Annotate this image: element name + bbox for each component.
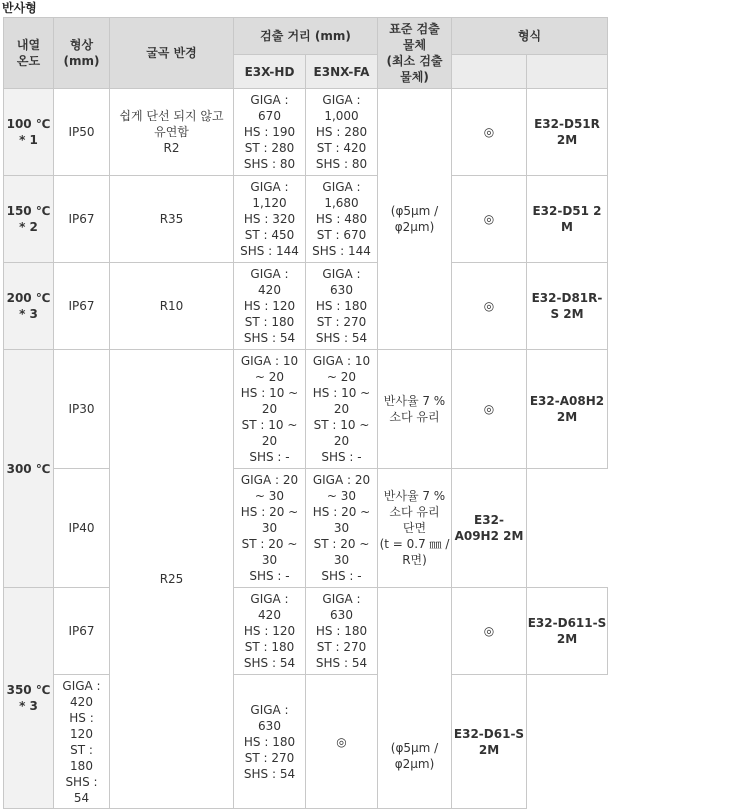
temp-cell: 100 ℃ * 1 bbox=[4, 89, 54, 176]
mark-cell: ◎ bbox=[452, 588, 527, 675]
e3nx-fa-distance: GIGA : 10 ~ 20 HS : 10 ~ 20 ST : 10 ~ 20 SHS : - bbox=[306, 350, 378, 469]
e3nx-fa-distance: GIGA : 20 ~ 30 HS : 20 ~ 30 ST : 20 ~ 30 SHS : - bbox=[306, 469, 378, 588]
shape-cell: IP40 bbox=[54, 469, 110, 588]
standard-object-cell: (φ5μm / φ2μm) bbox=[378, 89, 452, 350]
bend-cell: R25 bbox=[110, 350, 234, 809]
mark-cell: ◎ bbox=[452, 89, 527, 176]
model-cell: E32-D81R- S 2M bbox=[527, 263, 608, 350]
e3nx-fa-distance: GIGA : 1,680 HS : 480 ST : 670 SHS : 144 bbox=[306, 176, 378, 263]
model-cell: E32-A08H2 2M bbox=[527, 350, 608, 469]
e3nx-fa-distance: GIGA : 1,000 HS : 280 ST : 420 SHS : 80 bbox=[306, 89, 378, 176]
spec-table bbox=[3, 17, 609, 809]
section-title: 반사형 bbox=[2, 1, 37, 15]
mark-cell: ◎ bbox=[452, 176, 527, 263]
shape-cell: IP67 bbox=[54, 263, 110, 350]
standard-object-cell: (φ5μm / φ2μm) bbox=[378, 588, 452, 809]
model-cell: E32-D611-S 2M bbox=[527, 588, 608, 675]
shape-cell: IP50 bbox=[54, 89, 110, 176]
bend-cell: 쉽게 단선 되지 않고 유연함 R2 bbox=[110, 89, 234, 176]
header-temperature: 내열 온도 bbox=[4, 18, 54, 89]
standard-object-cell: 반사율 7 % 소다 유리 단면 (t = 0.7 ㎜ / R면) bbox=[378, 469, 452, 588]
header-shape: 형상 (mm) bbox=[54, 18, 110, 89]
shape-cell: IP67 bbox=[54, 588, 110, 675]
header-detection-distance: 검출 거리 (mm) bbox=[234, 18, 378, 55]
model-cell: E32-D51R 2M bbox=[527, 89, 608, 176]
e3nx-fa-distance: GIGA : 630 HS : 180 ST : 270 SHS : 54 bbox=[306, 588, 378, 675]
mark-cell: ◎ bbox=[452, 263, 527, 350]
e3nx-fa-distance: GIGA : 630 HS : 180 ST : 270 SHS : 54 bbox=[306, 263, 378, 350]
header-e3nx-fa: E3NX-FA bbox=[306, 55, 378, 89]
shape-cell: GIGA : 420 HS : 120 ST : 180 SHS : 54 bbox=[54, 675, 110, 809]
header-bend-radius: 굴곡 반경 bbox=[110, 18, 234, 89]
mark-cell: ◎ bbox=[452, 350, 527, 469]
standard-object-cell: 반사율 7 % 소다 유리 bbox=[378, 350, 452, 469]
e3x-hd-distance: GIGA : 420 HS : 120 ST : 180 SHS : 54 bbox=[234, 588, 306, 675]
temp-cell: 350 ℃ * 3 bbox=[4, 588, 54, 809]
header-standard-object: 표준 검출 물체 (최소 검출 물체) bbox=[378, 18, 452, 89]
header-model: 형식 bbox=[452, 18, 608, 55]
e3x-hd-distance: GIGA : 20 ~ 30 HS : 20 ~ 30 ST : 20 ~ 30 SHS : - bbox=[234, 469, 306, 588]
header-e3x-hd: E3X-HD bbox=[234, 55, 306, 89]
bend-cell: R35 bbox=[110, 176, 234, 263]
temp-cell: 200 ℃ * 3 bbox=[4, 263, 54, 350]
e3x-hd-distance: GIGA : 1,120 HS : 320 ST : 450 SHS : 144 bbox=[234, 176, 306, 263]
model-cell: E32-D51 2M bbox=[527, 176, 608, 263]
temp-cell: 150 ℃ * 2 bbox=[4, 176, 54, 263]
bend-cell: R10 bbox=[110, 263, 234, 350]
shape-cell: IP30 bbox=[54, 350, 110, 469]
e3nx-fa-distance: ◎ bbox=[306, 675, 378, 809]
model-cell: E32-D61-S 2M bbox=[452, 675, 527, 809]
e3x-hd-distance: GIGA : 670 HS : 190 ST : 280 SHS : 80 bbox=[234, 89, 306, 176]
temp-cell: 300 ℃ bbox=[4, 350, 54, 588]
e3x-hd-distance: GIGA : 630 HS : 180 ST : 270 SHS : 54 bbox=[234, 675, 306, 809]
model-cell: E32- A09H2 2M bbox=[452, 469, 527, 588]
e3x-hd-distance: GIGA : 420 HS : 120 ST : 180 SHS : 54 bbox=[234, 263, 306, 350]
e3x-hd-distance: GIGA : 10 ~ 20 HS : 10 ~ 20 ST : 10 ~ 20 SHS : - bbox=[234, 350, 306, 469]
shape-cell: IP67 bbox=[54, 176, 110, 263]
